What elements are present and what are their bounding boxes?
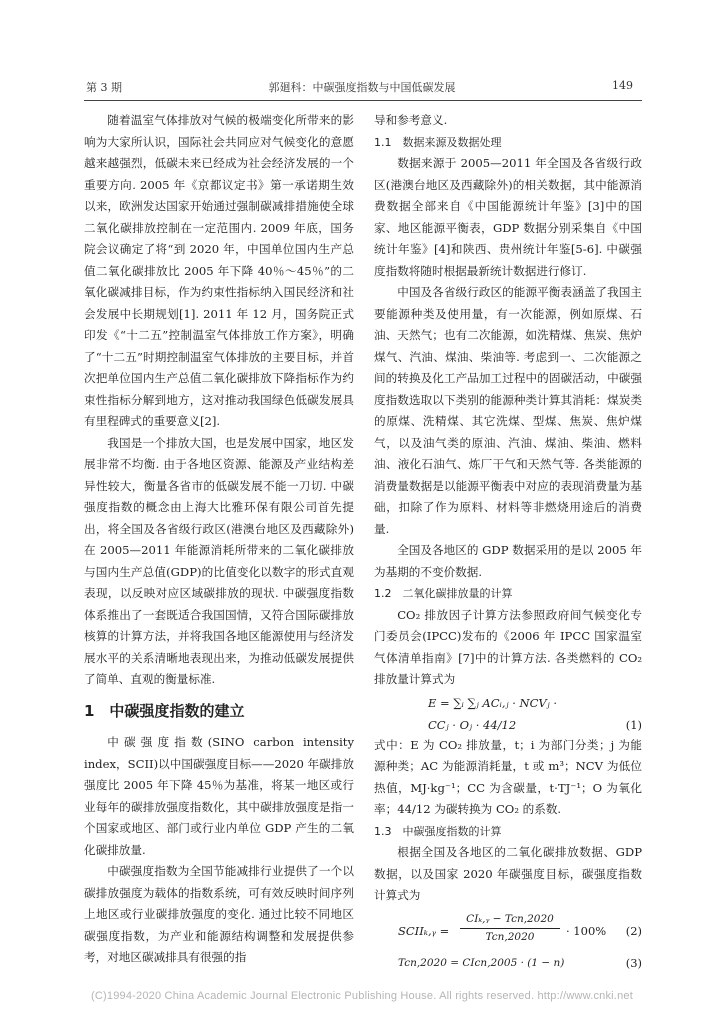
equation-2 bbox=[374, 911, 642, 951]
equation-3 bbox=[374, 951, 642, 975]
subsection-1-1-heading: 1.1 数据来源及数据处理 bbox=[374, 135, 502, 149]
right-paragraph-2: 中国及各省级行政区的能源平衡表涵盖了我国主要能源种类及使用量，有一次能源，例如原煤、石油、天然气；也有二次能源，如洗精煤、焦炭、焦炉煤气、汽油、煤油、柴油等. 考虑到一、二次能源之间的转换及化工产品加工过程中的固碳活动，中碳强度指数选取以下类别的能源种类计算其消耗：煤炭类的原煤、洗精煤、其它洗煤、型煤、焦炭、焦炉煤气，以及油气类的原油、汽油、煤油、柴油、燃料油、液化石油气、炼厂干气和天然气等. 各类能源的消费量数据是以能源平衡表中对应的表现消费量为基础，扣除了作为原料、材料等非燃烧用途后的消费量. bbox=[374, 285, 642, 536]
equation-2-number: (2) bbox=[625, 923, 642, 938]
page-number: 149 bbox=[612, 79, 633, 92]
equation-2-lhs: SCIIₖ,ᵧ = bbox=[398, 923, 450, 938]
subsection-1-2-heading: 1.2 二氧化碳排放量的计算 bbox=[374, 587, 513, 600]
left-paragraph-1: 随着温室气体排放对气候的极端变化所带来的影响为大家所认识，国际社会共同应对气候变化的意愿越来越强烈，低碳未来已经成为社会经济发展的一个重要方向. 2005 年《京都议定书》第一承诺期生效以来，欧洲发达国家开始通过强制碳减排措施使全球二氧化碳排放控制在一定范围内. 2009 年底，国务院会议确定了将“到 2020 年，中国单位国内生产总值二氧化碳排放比 2005 年下降 40％～45％”的二氧化碳减排目标，作为约束性指标纳入国民经济和社会发展中长期规划[1]. 2011 年 12 月，国务院正式印发《“十二五”控制温室气体排放工作方案》，明确了“十二五”时期控制温室气体排放的主要目标，并首次把单位国内生产总值二氧化碳排放下降指标作为约束性指标分解到地方，这对推动我国绿色低碳发展具有里程碑式的重要意义[2]. bbox=[84, 113, 354, 428]
copyright-footer: (C)1994-2020 China Academic Journal Electronic Publishing House. All rights reserved. http://www.cnki.net bbox=[91, 990, 633, 1002]
right-paragraph-4: CO₂ 排放因子计算方法参照政府间气候变化专门委员会(IPCC)发布的《2006 年 IPCC 国家温室气体清单指南》[7]中的计算方法. 各类燃料的 CO₂ 排放量计算式为 bbox=[374, 607, 642, 686]
left-paragraph-4: 中碳强度指数为全国节能减排行业提供了一个以碳排放强度为载体的指数系统，可有效反映时间序列上地区或行业碳排放强度的变化. 通过比较不同地区碳强度指数，为产业和能源结构调整和发展提供参考，对地区碳减排具有很强的指 bbox=[84, 864, 354, 964]
right-paragraph-1: 数据来源于 2005—2011 年全国及各省级行政区(港澳台地区及西藏除外)的相关数据，其中能源消费数据全部来自《中国能源统计年鉴》[3]中的国家、地区能源平衡表，GDP 数据分别采集自《中国统计年鉴》[4]和陕西、贵州统计年鉴[5-6]. 中碳强度指数将随时根据最新统计数据进行修订. bbox=[374, 156, 642, 278]
equation-1-number: (1) bbox=[625, 717, 642, 732]
right-column bbox=[374, 110, 642, 975]
right-paragraph-0: 导和参考意义. bbox=[374, 113, 448, 127]
right-paragraph-3: 全国及各地区的 GDP 数据采用的是以 2005 年为基期的不变价数据. bbox=[374, 543, 642, 579]
running-title: 郭廻科：中碳强度指数与中国低碳发展 bbox=[268, 81, 456, 94]
equation-1-line-1: E = ∑ᵢ ∑ⱼ ACᵢ,ⱼ · NCVⱼ · bbox=[428, 695, 558, 710]
issue-label: 第 3 期 bbox=[86, 81, 122, 94]
subsection-1-3-heading: 1.3 中碳强度指数的计算 bbox=[374, 824, 502, 838]
right-paragraph-6: 根据全国及各地区的二氧化碳排放数据、GDP 数据，以及国家 2020 年碳强度目标，碳强度指数计算式为 bbox=[374, 845, 642, 902]
equation-3-number: (3) bbox=[625, 955, 642, 970]
equation-2-denominator: Tcn,2020 bbox=[460, 928, 560, 946]
equation-2-tail: · 100% bbox=[566, 923, 607, 938]
section-1-heading: 1 中碳强度指数的建立 bbox=[84, 701, 245, 720]
left-column bbox=[84, 110, 354, 969]
equation-2-numerator: CIₖ,ᵧ − Tcn,2020 bbox=[466, 912, 554, 925]
equation-1-line-2: CCⱼ · Oⱼ · 44/12 bbox=[428, 717, 517, 732]
equation-3-body: Tcn,2020 = CIcn,2005 · (1 − n) bbox=[398, 956, 565, 969]
equation-1 bbox=[374, 691, 642, 735]
right-paragraph-5: 式中：E 为 CO₂ 排放量，t；i 为部门分类；j 为能源种类；AC 为能源消耗量，t 或 m³；NCV 为低位热值，MJ·kg⁻¹；CC 为含碳量，t·TJ⁻¹；O 为氧化率；44/12 为碳转换为 CO₂ 的系数. bbox=[374, 737, 642, 816]
left-paragraph-3: 中碳强度指数(SINO carbon intensity index，SCII)以中国碳强度目标——2020 年碳排放强度比 2005 年下降 45％为基准，将某一地区或行业每年的碳排放强度指数化，其中碳排放强度是指一个国家或地区、部门或行业内单位 GDP 产生的二氧化碳排放量. bbox=[84, 735, 354, 857]
equation-2-fraction bbox=[460, 911, 560, 946]
header-rule bbox=[84, 100, 642, 101]
left-paragraph-2: 我国是一个排放大国，也是发展中国家，地区发展非常不均衡. 由于各地区资源、能源及产业结构差异性较大，衡量各省市的低碳发展不能一刀切. 中碳强度指数的概念由上海大比雅环保有限公司首先提出，将全国及各省级行政区(港澳台地区及西藏除外)在 2005—2011 年能源消耗所带来的二氧化碳排放与国内生产总值(GDP)的比值变化以数字的形式直观表现，以反映对应区域碳排放的现状. 中碳强度指数体系推出了一套既适合我国国情，又符合国际碳排放核算的计算方法，并将我国各地区能源使用与经济发展水平的关系清晰地表现出来，为推动低碳发展提供了简单、直观的衡量标准. bbox=[84, 435, 354, 686]
